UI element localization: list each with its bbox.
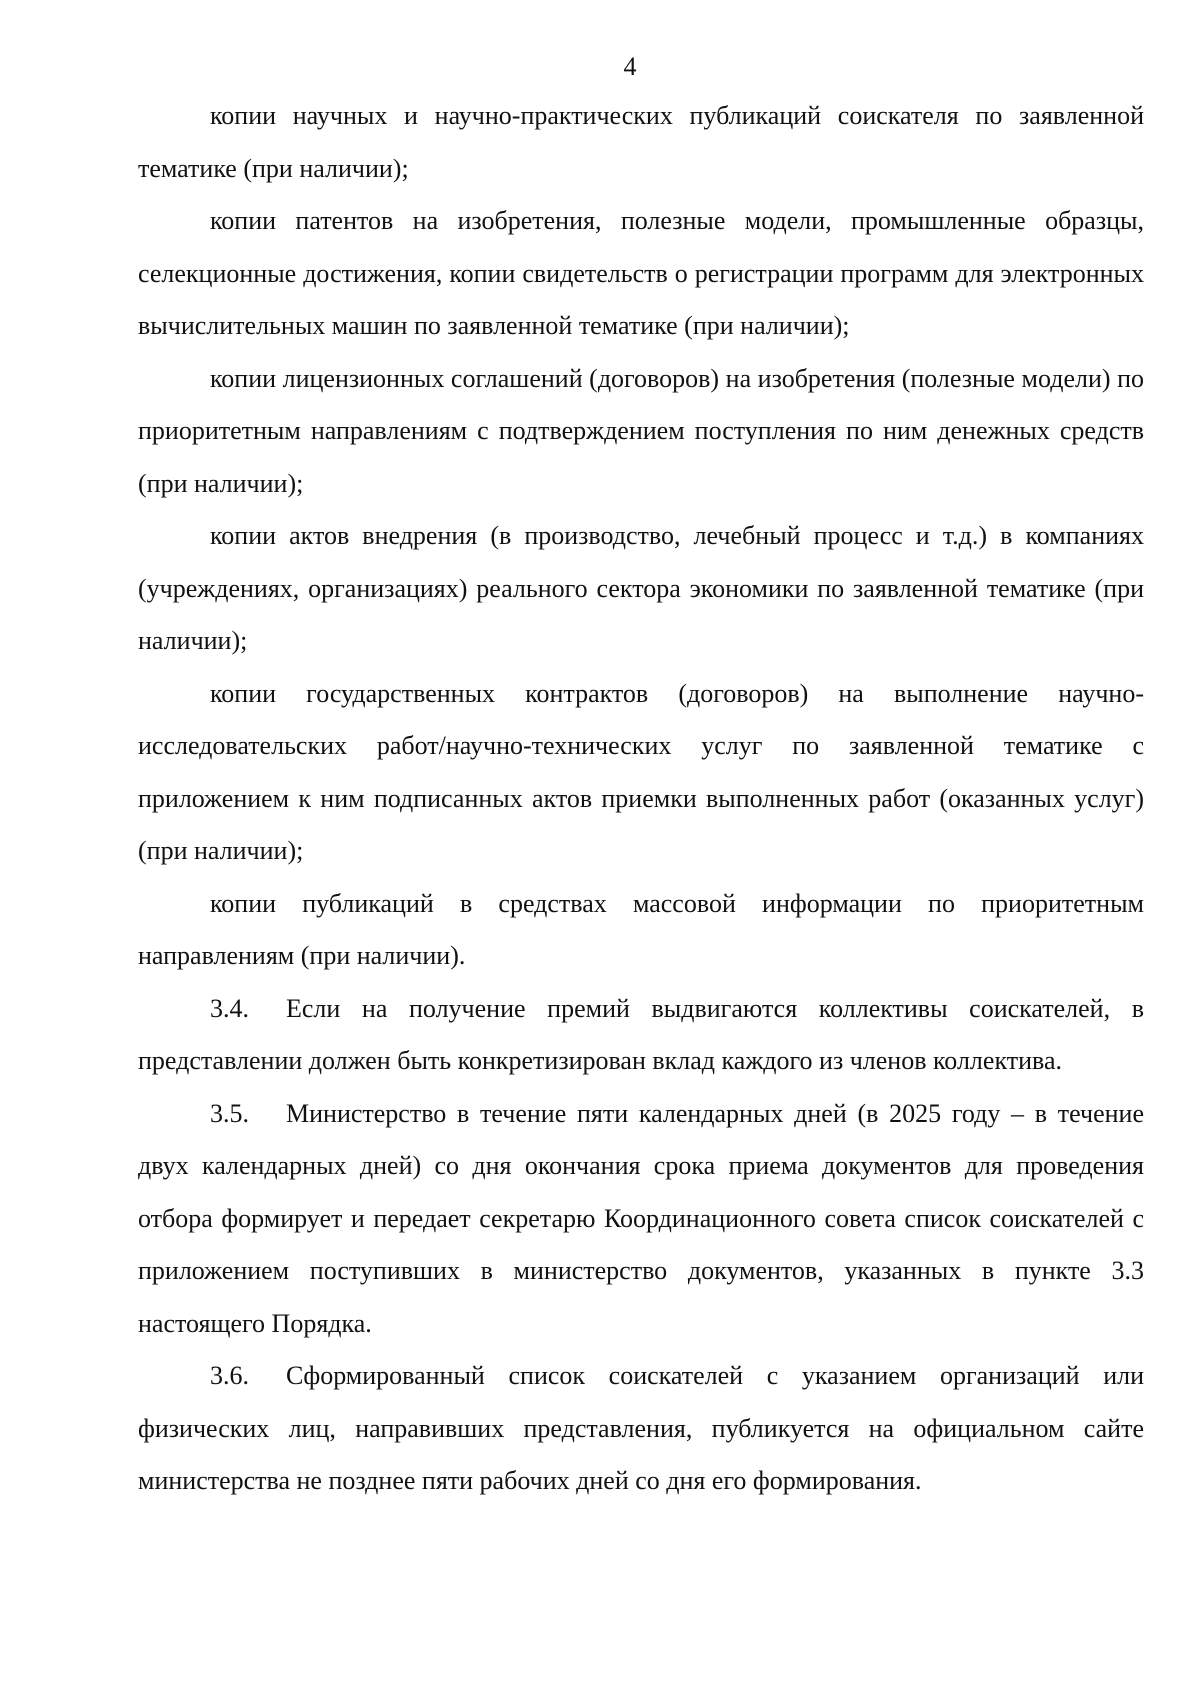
paragraph-patents bbox=[138, 195, 1144, 353]
paragraph-text: копии государственных контрактов (договоров) на выполнение научно-исследовательских работ/научно-технических услуг по заявленной тематике с приложением к ним подписанных актов приемки выполненных работ (оказанных услуг) (при наличии); bbox=[138, 678, 1144, 865]
paragraph-text: копии научных и научно-практических публикаций соискателя по заявленной тематике (при наличии); bbox=[138, 101, 1144, 183]
clause-number: 3.5. bbox=[210, 1098, 249, 1128]
paragraph-text: копии актов внедрения (в производство, лечебный процесс и т.д.) в компаниях (учреждениях, организациях) реального сектора экономики по заявленной тематике (при наличии); bbox=[138, 521, 1144, 655]
paragraph-licenses bbox=[138, 353, 1144, 511]
clause-3-5 bbox=[138, 1088, 1144, 1351]
clause-3-6 bbox=[138, 1350, 1144, 1508]
clause-number: 3.4. bbox=[210, 993, 249, 1023]
paragraph-text: копии лицензионных соглашений (договоров) на изобретения (полезные модели) по приоритетным направлениям с подтверждением поступления по ним денежных средств (при наличии); bbox=[138, 363, 1144, 498]
clause-3-4 bbox=[138, 983, 1144, 1088]
paragraph-media-publications bbox=[138, 878, 1144, 983]
paragraph-implementation-acts bbox=[138, 510, 1144, 668]
paragraph-state-contracts bbox=[138, 668, 1144, 878]
clause-text: Сформированный список соискателей с указанием организаций или физических лиц, направивших представления, публикуется на официальном сайте министерства не позднее пяти рабочих дней со дня его формирования. bbox=[138, 1361, 1144, 1495]
paragraph-text: копии публикаций в средствах массовой информации по приоритетным направлениям (при наличии). bbox=[138, 888, 1144, 970]
paragraph-publications bbox=[138, 90, 1144, 195]
page-number: 4 bbox=[623, 52, 637, 81]
document-body bbox=[138, 90, 1144, 1508]
clause-text: Если на получение премий выдвигаются коллективы соискателей, в представлении должен быть конкретизирован вклад каждого из членов коллектива. bbox=[138, 993, 1144, 1075]
clause-text: Министерство в течение пяти календарных дней (в 2025 году – в течение двух календарных дней) со дня окончания срока приема документов для проведения отбора формирует и передает секретарю Координационного совета список соискателей с приложением поступивших в министерство документов, указанных в пункте 3.3 настоящего Порядка. bbox=[138, 1098, 1144, 1338]
clause-number: 3.6. bbox=[210, 1361, 249, 1390]
paragraph-text: копии патентов на изобретения, полезные модели, промышленные образцы, селекционные достижения, копии свидетельств о регистрации программ для электронных вычислительных машин по заявленной тематике (при наличии); bbox=[138, 206, 1144, 340]
